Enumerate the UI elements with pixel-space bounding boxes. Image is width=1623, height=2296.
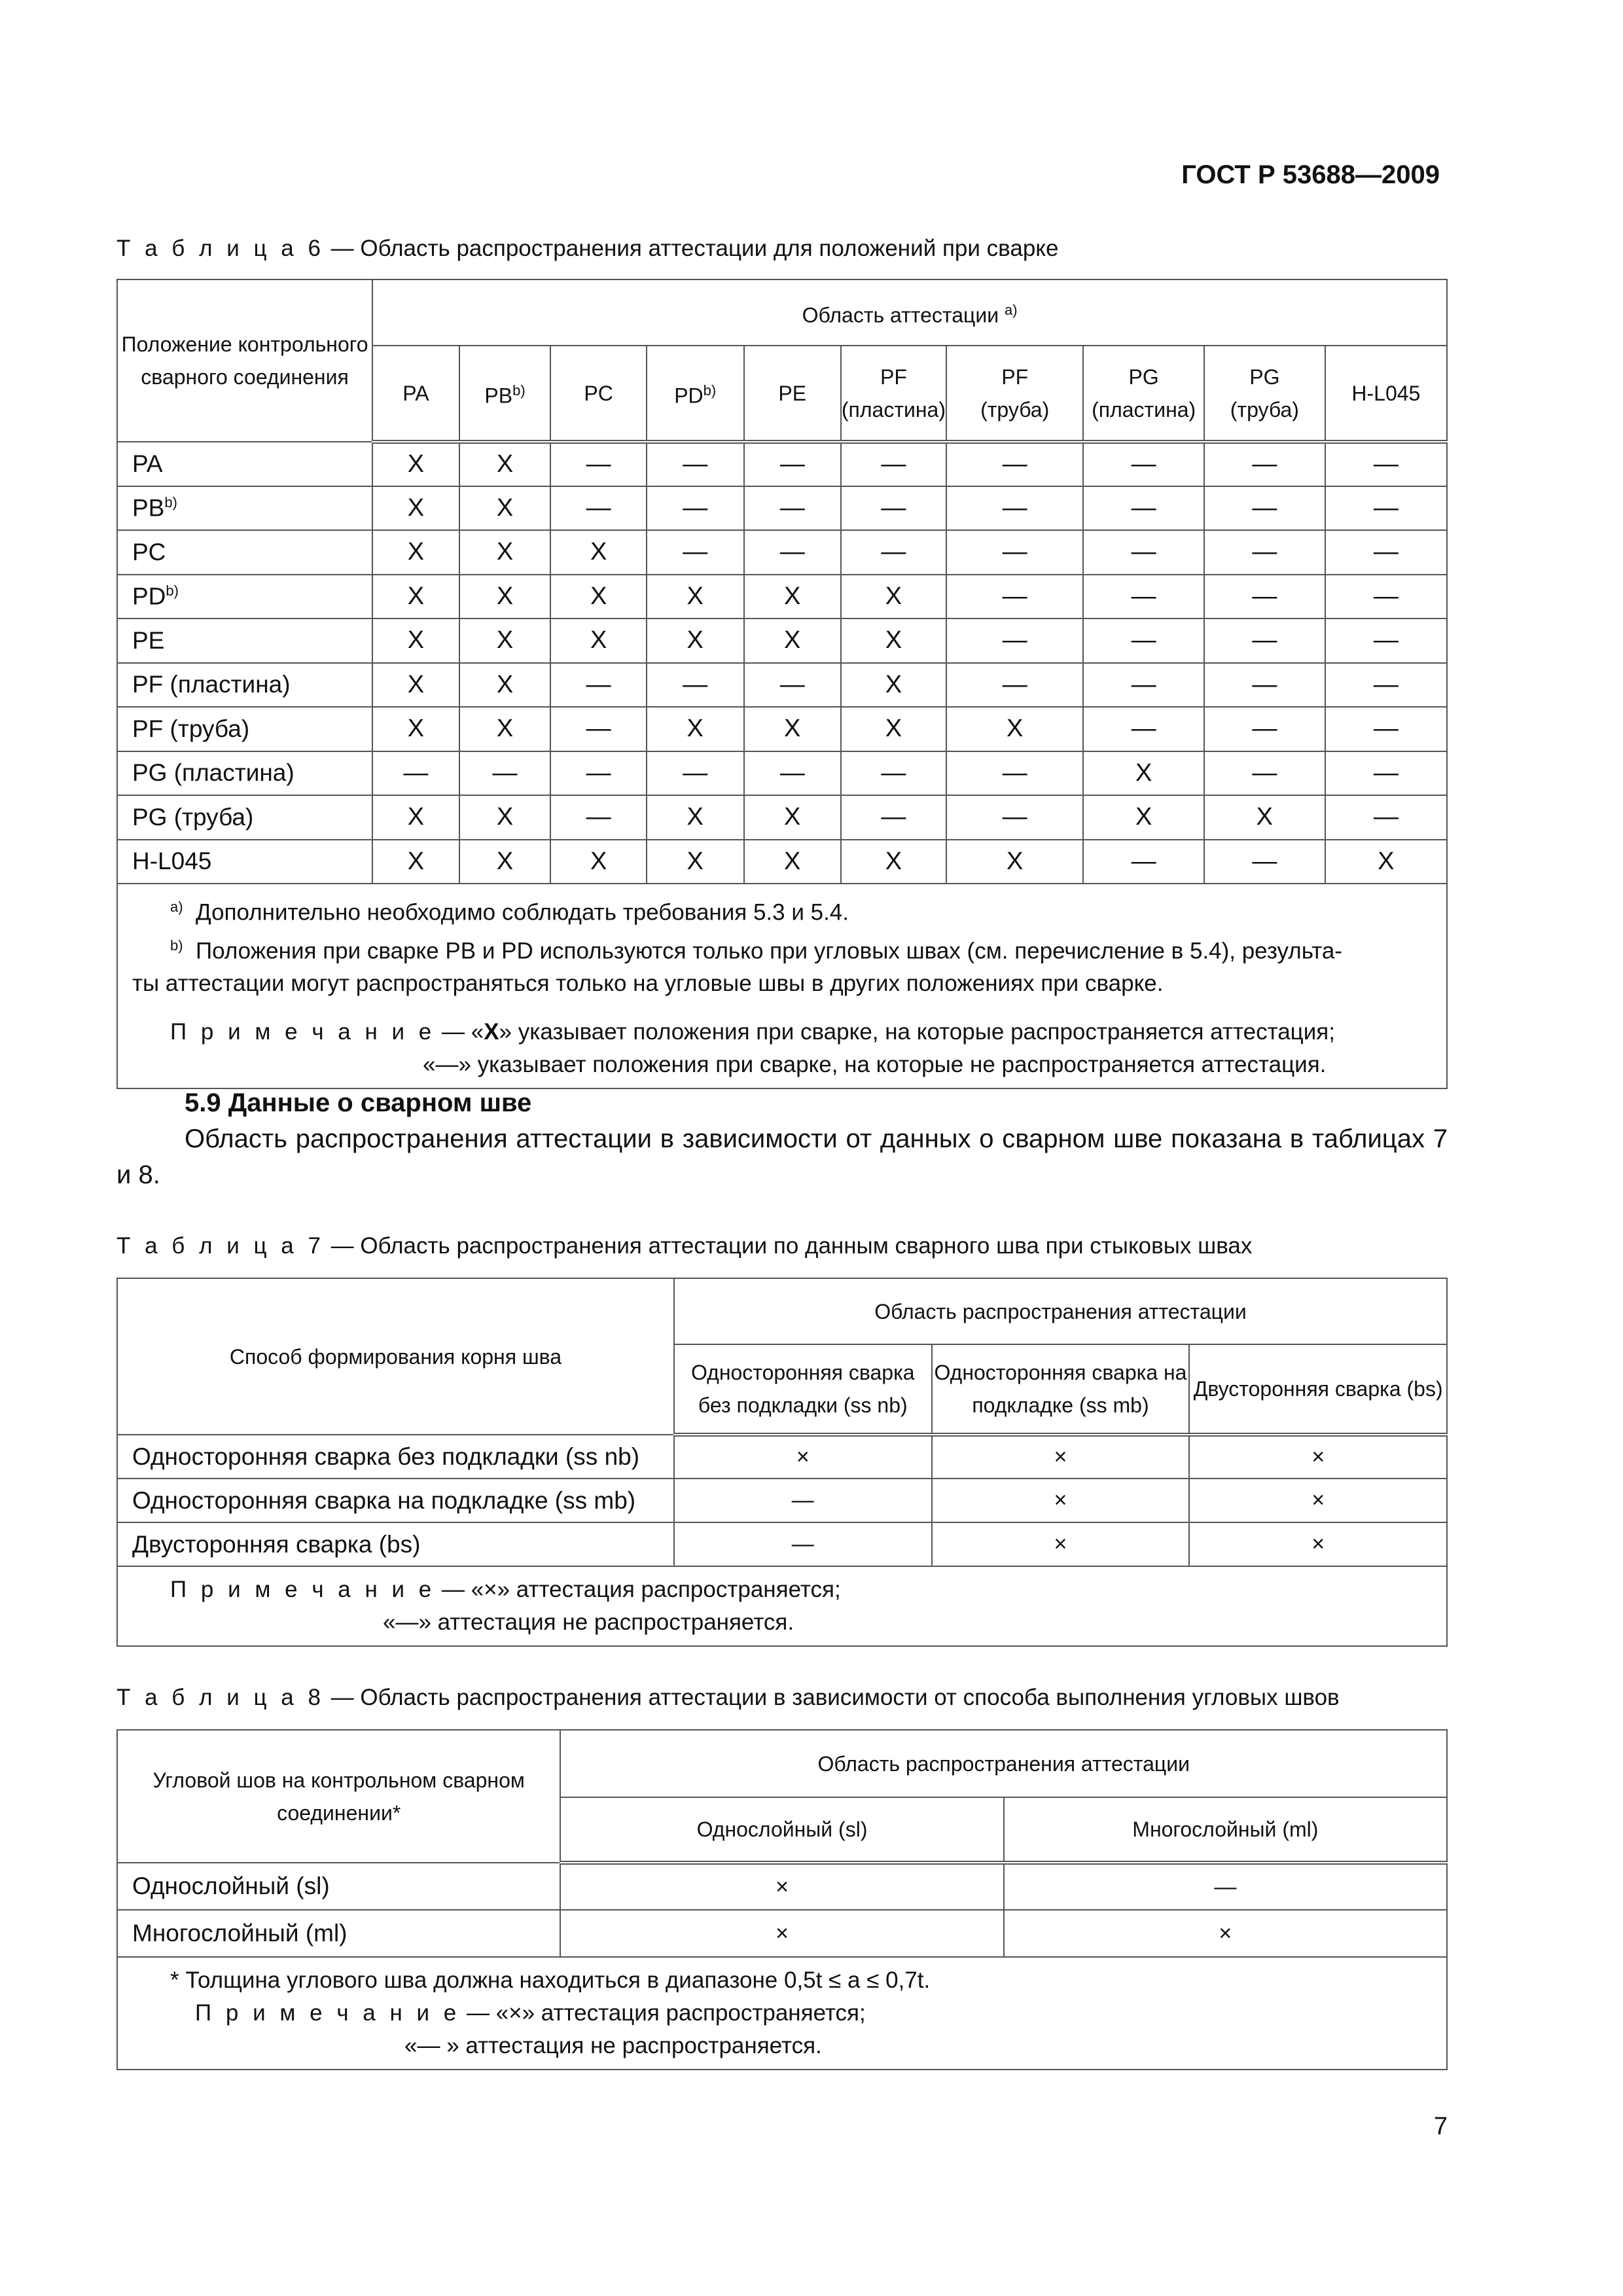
- table-row: [117, 707, 1447, 751]
- table-cell: —: [550, 795, 646, 840]
- table-cell: —: [1325, 707, 1447, 751]
- table7-col-header: Односторонняя сварка без подкладки (ss nb): [674, 1344, 932, 1435]
- table6-note-line2: «—» указывает положения при сварке, на которые не распространяется аттестация.: [423, 1052, 1327, 1078]
- row-label: [117, 575, 372, 619]
- table-cell: —: [1325, 795, 1447, 840]
- table-cell: —: [1204, 751, 1325, 796]
- footnote-b-marker: b): [170, 937, 183, 954]
- table7-col-header: Односторонняя сварка на подкладке (ss mb): [932, 1344, 1190, 1435]
- table-row: [117, 1522, 1447, 1566]
- table-cell: X: [459, 442, 551, 486]
- table-cell: X: [744, 840, 841, 884]
- table-cell: X: [550, 530, 646, 575]
- table-cell: X: [841, 707, 946, 751]
- table7-col-header: Двусторонняя сварка (bs): [1189, 1344, 1447, 1435]
- table6-note: [118, 1016, 1446, 1049]
- table-cell: —: [550, 707, 646, 751]
- row-label: [117, 707, 372, 751]
- table-cell: —: [1083, 707, 1204, 751]
- row-label: [117, 486, 372, 531]
- col-label: PG: [1249, 365, 1280, 389]
- table7-caption: [116, 1233, 1252, 1259]
- table-cell: —: [841, 442, 946, 486]
- table6-col-header: [372, 346, 459, 442]
- table-cell: X: [744, 575, 841, 619]
- table-cell: X: [1204, 795, 1325, 840]
- document-code: ГОСТ Р 53688—2009: [1181, 160, 1440, 189]
- table-cell: X: [1325, 840, 1447, 884]
- row-label-sup: b): [164, 494, 177, 511]
- table-cell: —: [946, 575, 1083, 619]
- section-heading: 5.9 Данные о сварном шве: [185, 1088, 532, 1117]
- footnote-a-marker: a): [170, 899, 183, 915]
- table-cell: X: [372, 840, 459, 884]
- table-cell: —: [841, 530, 946, 575]
- table6-caption-prefix: Т а б л и ц а 6: [116, 236, 325, 261]
- table6-notes: [117, 884, 1447, 1088]
- table6-caption-text: — Область распространения аттестации для положений при сварке: [324, 236, 1059, 261]
- col-label: PD: [674, 384, 704, 408]
- table-cell: —: [1325, 486, 1447, 531]
- table6-footnote-b: [118, 929, 1446, 968]
- row-label-text: PC: [132, 538, 166, 565]
- table-cell: X: [372, 442, 459, 486]
- table-row: [117, 1910, 1447, 1957]
- table6-group-header-text: Область аттестации: [802, 303, 999, 327]
- table-cell: X: [647, 619, 744, 663]
- table-row: [117, 1863, 1447, 1910]
- table-cell: —: [1083, 663, 1204, 708]
- table8-note-line1: [118, 1997, 1446, 2030]
- col-label: PE: [778, 381, 807, 405]
- table-cell: X: [550, 840, 646, 884]
- section-paragraph: Область распространения аттестации в зависимости от данных о сварном шве показана в таблицах 7 и 8.: [116, 1124, 1448, 1189]
- table-cell: ×: [560, 1910, 1003, 1957]
- table-cell: —: [674, 1479, 932, 1522]
- table6-footnote-a: [118, 891, 1446, 929]
- footnote-b-text-1: Положения при сварке PB и PD используются только при угловых швах (см. перечисление в 5.4), результа-: [196, 938, 1342, 964]
- table-cell: X: [459, 840, 551, 884]
- row-label-text: H-L045: [132, 848, 212, 875]
- table-cell: —: [946, 530, 1083, 575]
- col-label: PF: [1001, 365, 1029, 389]
- table-cell: X: [1083, 751, 1204, 796]
- note-pre: — «: [435, 1019, 484, 1045]
- table6: [116, 279, 1448, 1089]
- table6-col-header: [459, 346, 551, 442]
- table-cell: —: [1083, 442, 1204, 486]
- table-cell: —: [1204, 530, 1325, 575]
- table-cell: —: [744, 442, 841, 486]
- table-cell: X: [744, 795, 841, 840]
- col-sublabel: (труба): [1230, 397, 1299, 422]
- table-cell: X: [459, 795, 551, 840]
- table6-caption: [116, 236, 1058, 262]
- row-label: Многослойный (ml): [117, 1910, 560, 1957]
- table-cell: X: [946, 707, 1083, 751]
- row-label-text: PF (труба): [132, 715, 250, 742]
- table-cell: —: [550, 663, 646, 708]
- table-cell: —: [744, 663, 841, 708]
- table-cell: —: [841, 751, 946, 796]
- table6-col-header: [1204, 346, 1325, 442]
- table-cell: —: [1204, 663, 1325, 708]
- table8-group-header: Область распространения аттестации: [560, 1730, 1447, 1797]
- row-label: Односторонняя сварка на подкладке (ss mb): [117, 1479, 674, 1522]
- table-cell: X: [459, 575, 551, 619]
- footnote-a-text: Дополнительно необходимо соблюдать требования 5.3 и 5.4.: [196, 899, 849, 925]
- row-label: Односторонняя сварка без подкладки (ss nb): [117, 1435, 674, 1479]
- table-cell: ×: [1004, 1910, 1447, 1957]
- table-cell: X: [647, 707, 744, 751]
- table-cell: —: [946, 795, 1083, 840]
- table-cell: —: [1083, 619, 1204, 663]
- note-text: — «×» аттестация распространяется;: [435, 1577, 841, 1602]
- table8: [116, 1729, 1448, 2070]
- row-label: [117, 840, 372, 884]
- table7-note-line2: «—» аттестация не распространяется.: [383, 1609, 794, 1635]
- table-row: [117, 575, 1447, 619]
- row-label-text: PF (пластина): [132, 671, 291, 698]
- table-cell: X: [1083, 795, 1204, 840]
- table-cell: —: [1204, 486, 1325, 531]
- table6-col-header: [841, 346, 946, 442]
- table8-col-header: Однослойный (sl): [560, 1797, 1003, 1863]
- table-cell: X: [550, 619, 646, 663]
- table6-col-header: [550, 346, 646, 442]
- note-mark: X: [484, 1019, 499, 1045]
- table-cell: X: [744, 707, 841, 751]
- col-label: PF: [880, 365, 907, 389]
- table-cell: X: [372, 575, 459, 619]
- table-cell: —: [647, 751, 744, 796]
- table-row: [117, 751, 1447, 796]
- table-cell: —: [1083, 486, 1204, 531]
- row-label-text: PB: [132, 494, 165, 522]
- table8-caption-prefix: Т а б л и ц а 8: [116, 1685, 325, 1710]
- table6-corner-header: Положение контрольного сварного соединения: [117, 279, 372, 442]
- table-row: [117, 486, 1447, 531]
- table-cell: —: [550, 751, 646, 796]
- table-cell: —: [647, 486, 744, 531]
- note-label: П р и м е ч а н и е: [195, 2000, 461, 2026]
- table-cell: —: [647, 442, 744, 486]
- table-cell: —: [841, 486, 946, 531]
- table-cell: —: [946, 663, 1083, 708]
- col-sublabel: (пластина): [1092, 397, 1196, 422]
- table-cell: X: [550, 575, 646, 619]
- col-label: PB: [484, 384, 513, 408]
- table-cell: X: [841, 663, 946, 708]
- table8-caption: [116, 1685, 1340, 1711]
- table7-caption-prefix: Т а б л и ц а 7: [116, 1233, 325, 1259]
- table7-caption-text: — Область распространения аттестации по данным сварного шва при стыковых швах: [324, 1233, 1253, 1259]
- row-label: [117, 530, 372, 575]
- table6-col-header: [1083, 346, 1204, 442]
- table-cell: ×: [1189, 1522, 1447, 1566]
- table-cell: —: [647, 530, 744, 575]
- table-cell: —: [1204, 575, 1325, 619]
- col-label: PC: [584, 381, 613, 405]
- table-row: [117, 663, 1447, 708]
- col-label: PA: [402, 381, 429, 405]
- table8-corner-header: Угловой шов на контрольном сварном соединении*: [117, 1730, 560, 1863]
- col-label: PG: [1128, 365, 1159, 389]
- table-cell: X: [744, 619, 841, 663]
- table-cell: —: [1325, 575, 1447, 619]
- table-cell: X: [946, 840, 1083, 884]
- table-cell: X: [459, 530, 551, 575]
- table-cell: X: [647, 840, 744, 884]
- table-row: [117, 442, 1447, 486]
- table-cell: ×: [674, 1435, 932, 1479]
- row-label: [117, 751, 372, 796]
- table6-col-header: [1325, 346, 1447, 442]
- note-post: » указывает положения при сварке, на которые распространяется аттестация;: [499, 1019, 1335, 1045]
- table-row: [117, 840, 1447, 884]
- row-label: [117, 795, 372, 840]
- table-cell: —: [459, 751, 551, 796]
- table-cell: —: [674, 1522, 932, 1566]
- table-cell: ×: [1189, 1479, 1447, 1522]
- row-label: [117, 442, 372, 486]
- table-row: [117, 1435, 1447, 1479]
- note-text: — «×» аттестация распространяется;: [460, 2000, 866, 2026]
- table-cell: —: [946, 619, 1083, 663]
- table-cell: X: [459, 619, 551, 663]
- table-cell: X: [459, 486, 551, 531]
- table-cell: —: [647, 663, 744, 708]
- table-cell: —: [946, 486, 1083, 531]
- table-cell: —: [1083, 575, 1204, 619]
- row-label: Двусторонняя сварка (bs): [117, 1522, 674, 1566]
- table-cell: —: [550, 442, 646, 486]
- table7-notes: [117, 1566, 1447, 1646]
- table-cell: ×: [932, 1479, 1190, 1522]
- table-cell: —: [1083, 840, 1204, 884]
- note-label: П р и м е ч а н и е: [170, 1577, 436, 1602]
- table-cell: X: [459, 707, 551, 751]
- table8-footnote: * Толщина углового шва должна находиться в диапазоне 0,5t ≤ a ≤ 0,7t.: [170, 1967, 931, 1993]
- table-cell: ×: [932, 1435, 1190, 1479]
- table-cell: —: [1204, 619, 1325, 663]
- table-cell: —: [1083, 530, 1204, 575]
- table-cell: —: [744, 486, 841, 531]
- table-cell: ×: [932, 1522, 1190, 1566]
- table-cell: X: [841, 840, 946, 884]
- table-cell: X: [372, 795, 459, 840]
- table-cell: —: [841, 795, 946, 840]
- row-label-text: PD: [132, 583, 166, 610]
- table-row: [117, 1479, 1447, 1522]
- table8-note-line2: «— » аттестация не распространяется.: [404, 2033, 822, 2058]
- table-cell: —: [1204, 840, 1325, 884]
- table-cell: X: [372, 619, 459, 663]
- table-cell: —: [946, 442, 1083, 486]
- table-cell: —: [946, 751, 1083, 796]
- table7: [116, 1278, 1448, 1647]
- table-cell: X: [841, 619, 946, 663]
- table7-group-header: Область распространения аттестации: [674, 1278, 1447, 1344]
- col-sublabel: (труба): [980, 397, 1050, 422]
- row-label: [117, 619, 372, 663]
- col-label-sup: b): [703, 382, 717, 399]
- table-cell: —: [1204, 442, 1325, 486]
- table-cell: X: [372, 486, 459, 531]
- row-label: Однослойный (sl): [117, 1863, 560, 1910]
- table-cell: ×: [1189, 1435, 1447, 1479]
- table-cell: —: [1325, 530, 1447, 575]
- table-cell: —: [372, 751, 459, 796]
- row-label-text: PG (пластина): [132, 759, 294, 787]
- table-cell: X: [647, 575, 744, 619]
- table-row: [117, 795, 1447, 840]
- section-5-9: [116, 1085, 1448, 1193]
- table-cell: X: [372, 530, 459, 575]
- row-label-text: PA: [132, 450, 163, 477]
- row-label-text: PE: [132, 626, 165, 654]
- table6-footnote-b-cont: ты аттестации могут распространяться только на угловые швы в других положениях при сварке.: [132, 971, 1164, 997]
- table6-col-header: [744, 346, 841, 442]
- table-cell: —: [550, 486, 646, 531]
- table-row: [117, 619, 1447, 663]
- table-cell: —: [1204, 707, 1325, 751]
- col-label-sup: b): [512, 382, 526, 399]
- table6-group-header: [372, 279, 1447, 346]
- row-label-text: PG (труба): [132, 803, 254, 831]
- table-cell: —: [1004, 1863, 1447, 1910]
- note-label: П р и м е ч а н и е: [170, 1019, 436, 1045]
- table-cell: X: [372, 707, 459, 751]
- col-label: H-L045: [1351, 381, 1421, 405]
- page-number: 7: [1433, 2113, 1448, 2140]
- table6-group-header-sup: a): [1004, 301, 1018, 318]
- table7-note-line1: [118, 1573, 1446, 1606]
- table-row: [117, 530, 1447, 575]
- table8-caption-text: — Область распространения аттестации в зависимости от способа выполнения угловых швов: [324, 1685, 1340, 1710]
- table-cell: X: [647, 795, 744, 840]
- table-cell: X: [459, 663, 551, 708]
- table-cell: —: [1325, 619, 1447, 663]
- table-cell: X: [372, 663, 459, 708]
- table-cell: ×: [560, 1863, 1003, 1910]
- table8-col-header: Многослойный (ml): [1004, 1797, 1447, 1863]
- table-cell: —: [1325, 442, 1447, 486]
- col-sublabel: (пластина): [841, 397, 946, 422]
- table7-corner-header: Способ формирования корня шва: [117, 1278, 674, 1435]
- table8-notes: [117, 1957, 1447, 2070]
- table-cell: —: [744, 530, 841, 575]
- table-cell: —: [1325, 663, 1447, 708]
- table-cell: —: [1325, 751, 1447, 796]
- table-cell: —: [744, 751, 841, 796]
- table6-col-header: [647, 346, 744, 442]
- table6-col-header: [946, 346, 1083, 442]
- row-label: [117, 663, 372, 708]
- row-label-sup: b): [166, 583, 179, 600]
- table-cell: X: [841, 575, 946, 619]
